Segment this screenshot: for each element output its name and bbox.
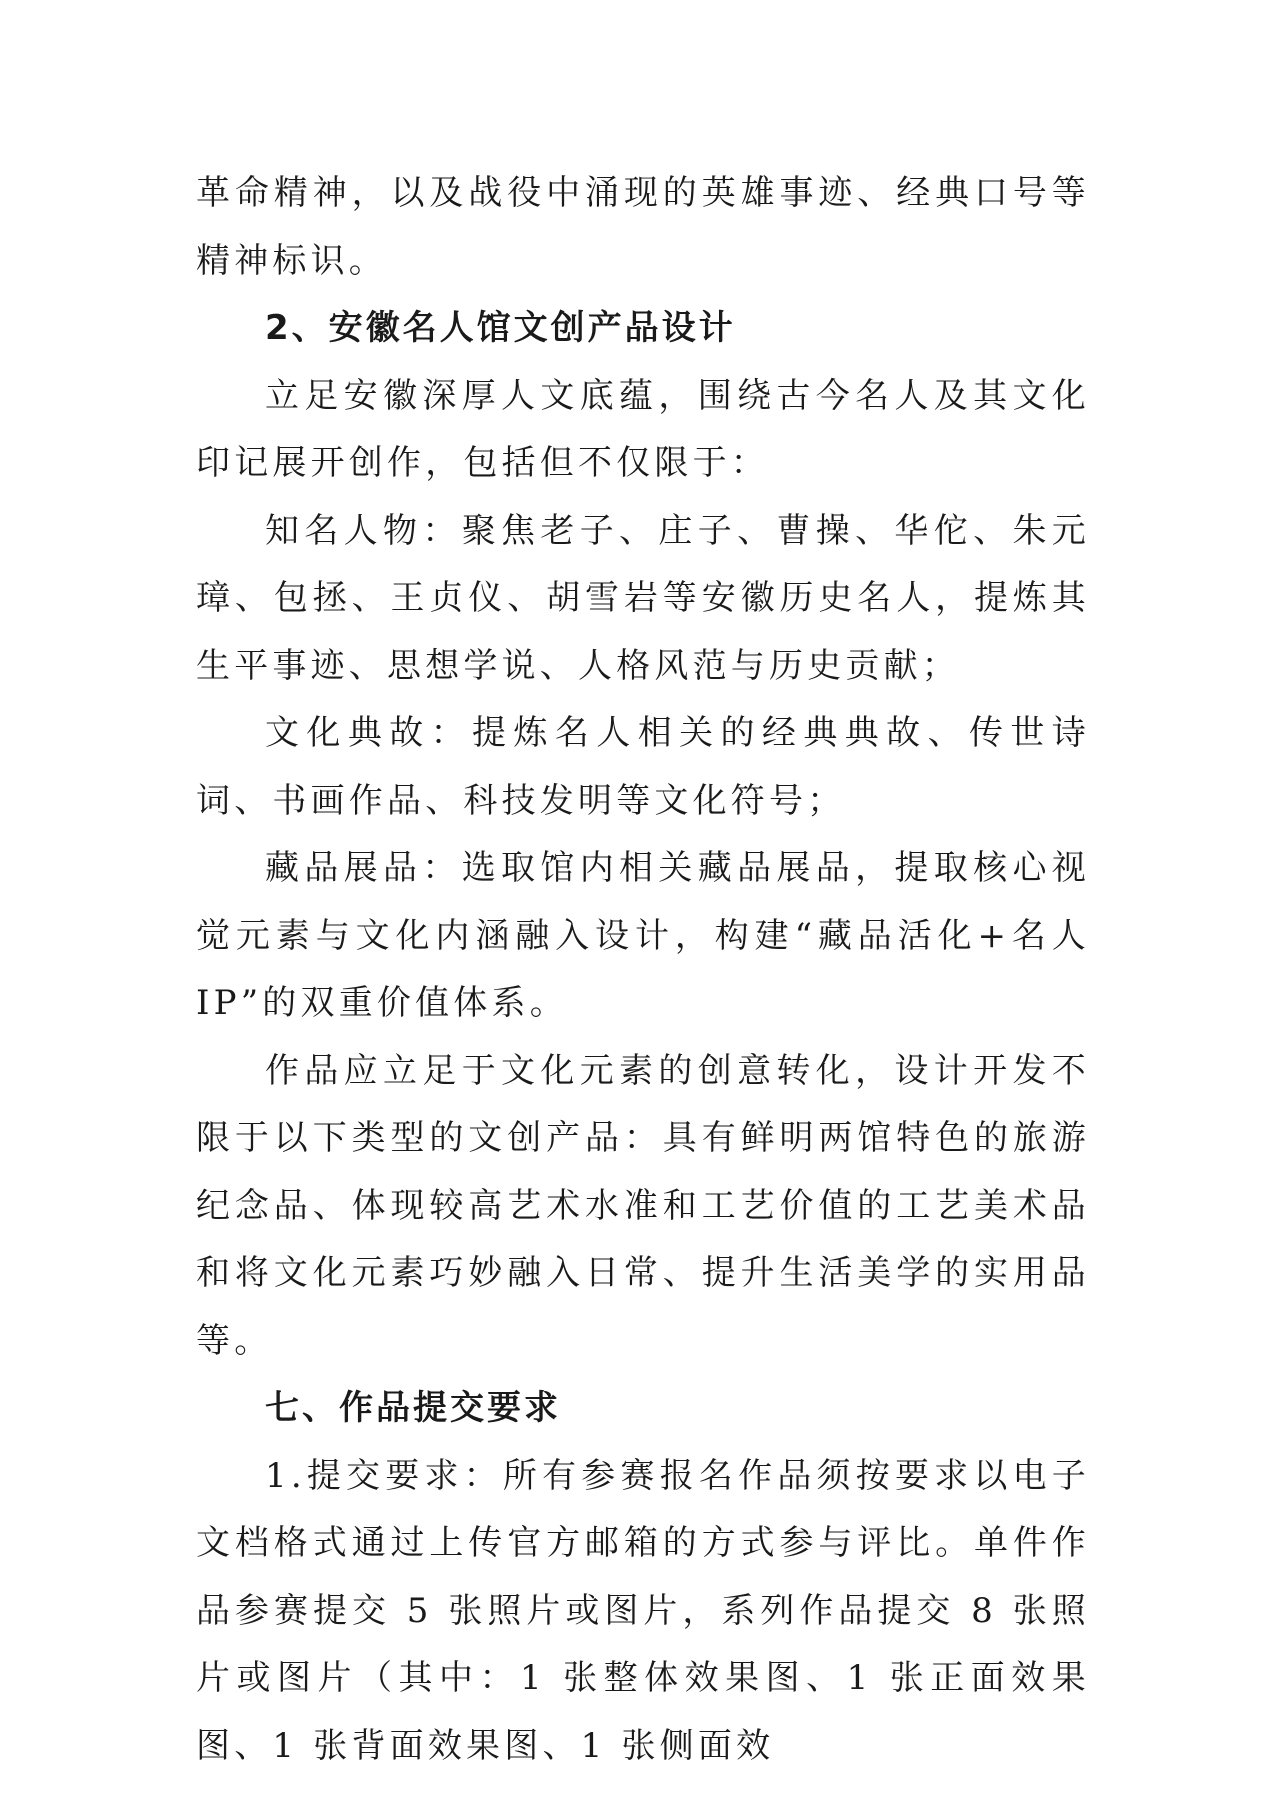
paragraph-product-types: 作品应立足于文化元素的创意转化，设计开发不限于以下类型的文创产品：具有鲜明两馆特色的旅游纪念品、体现较高艺术水准和工艺价值的工艺美术品和将文化元素巧妙融入日常、提升生活美学的实用品等。 [196,1050,1090,1361]
paragraph-submission-rules: 1.提交要求：所有参赛报名作品须按要求以电子文档格式通过上传官方邮箱的方式参与评比。单件作品参赛提交 5 张照片或图片，系列作品提交 8 张照片或图片（其中：1 张整体效果图、1 张正面效果图、1 张背面效果图、1 张侧面效 [196,1455,1090,1766]
paragraph-continuation: 革命精神，以及战役中涌现的英雄事迹、经典口号等精神标识。 [196,173,1090,281]
paragraph-famous-figures: 知名人物：聚焦老子、庄子、曹操、华佗、朱元璋、包拯、王贞仪、胡雪岩等安徽历史名人，提炼其生平事迹、思想学说、人格风范与历史贡献； [196,510,1090,686]
section-heading-submission-requirements: 七、作品提交要求 [265,1388,561,1428]
document-page [196,160,1090,1780]
section-heading-anhui-celebrity-hall: 2、安徽名人馆文创产品设计 [265,308,736,348]
paragraph-collection-exhibits: 藏品展品：选取馆内相关藏品展品，提取核心视觉元素与文化内涵融入设计，构建“藏品活化+名人 IP”的双重价值体系。 [196,848,1090,1023]
paragraph-cultural-allusions: 文化典故：提炼名人相关的经典典故、传世诗词、书画作品、科技发明等文化符号； [196,713,1090,821]
paragraph-intro: 立足安徽深厚人文底蕴，围绕古今名人及其文化印记展开创作，包括但不仅限于： [196,375,1090,483]
